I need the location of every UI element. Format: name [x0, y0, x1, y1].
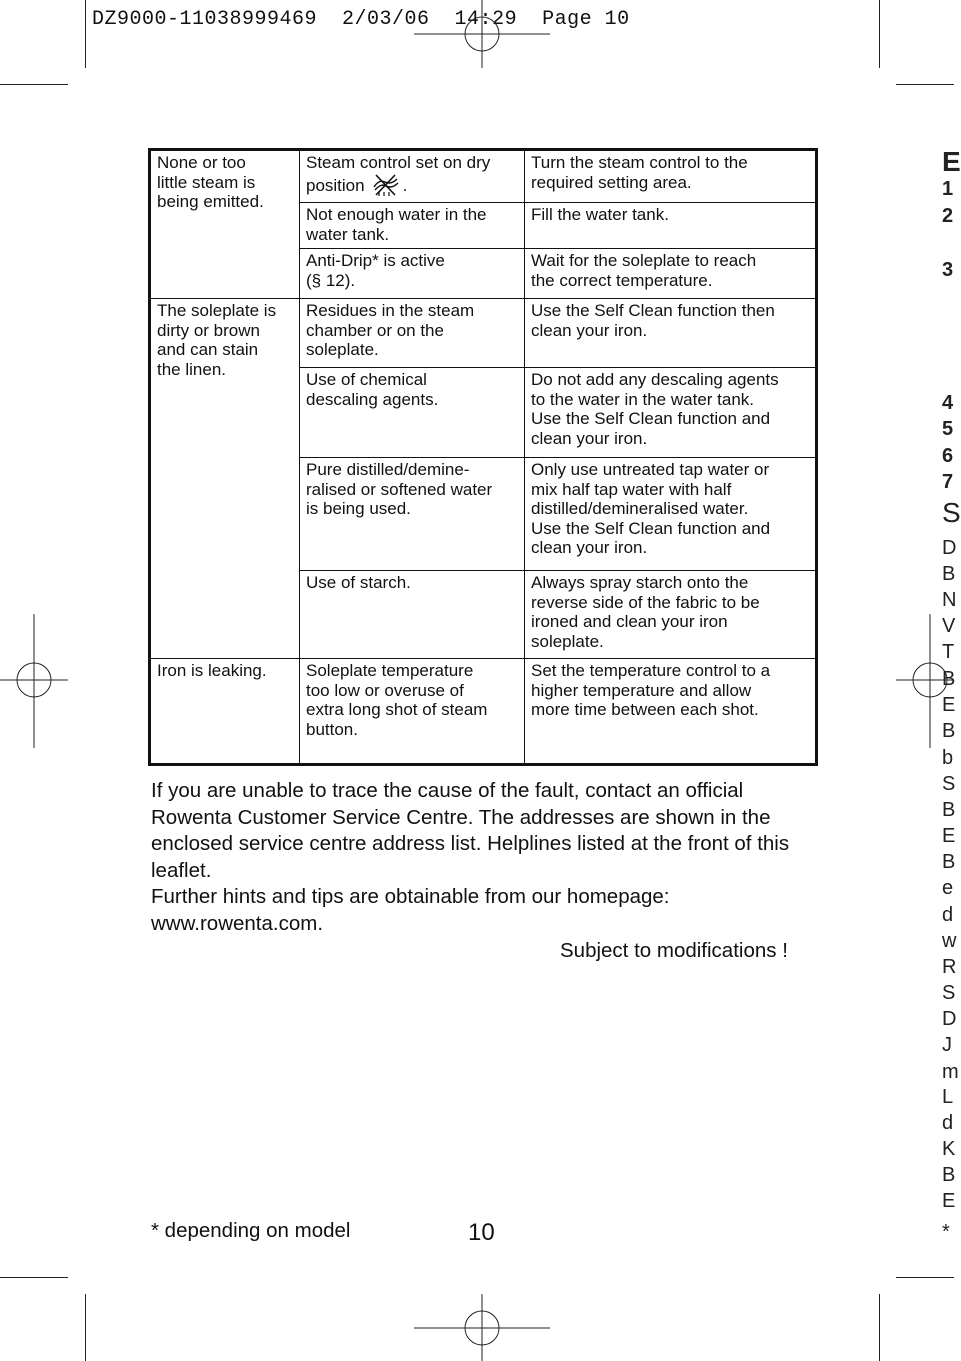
solution-cell: Use the Self Clean function then clean your iron.: [525, 299, 817, 368]
solution-cell: Turn the steam control to the required setting area.: [525, 150, 817, 203]
solution-cell: Fill the water tank.: [525, 203, 817, 249]
adjacent-page-fragment: K: [942, 1138, 956, 1160]
solution-cell: Set the temperature control to a higher temperature and allow more time between each shot.: [525, 659, 817, 765]
crop-mark: [879, 0, 880, 68]
cause-suffix: .: [402, 175, 408, 195]
solution-cell: Do not add any descaling agents to the water in the water tank. Use the Self Clean function and clean your iron.: [525, 368, 817, 458]
table-row: [150, 659, 817, 765]
adjacent-page-fragment: e: [942, 877, 954, 899]
adjacent-page-fragment: E: [942, 694, 956, 716]
adjacent-page-fragment: L: [942, 1086, 954, 1108]
adjacent-page-fragment: 5: [942, 418, 954, 440]
adjacent-page-fragment: T: [942, 641, 955, 663]
adjacent-page-fragment: 3: [942, 259, 954, 281]
cause-text: Steam control set on dry position: [306, 153, 491, 195]
cause-cell: Not enough water in the water tank.: [300, 203, 525, 249]
adjacent-page-fragment: B: [942, 799, 956, 821]
adjacent-page-fragment: m: [942, 1061, 959, 1083]
table-row: [150, 150, 817, 203]
crop-mark: [896, 1277, 954, 1278]
adjacent-page-fragment: 6: [942, 445, 954, 467]
adjacent-page-fragment: d: [942, 1112, 954, 1134]
print-slug: DZ9000-11038999469 2/03/06 14:29 Page 10: [92, 8, 630, 31]
modifications-note: Subject to modifications !: [560, 939, 788, 962]
cause-cell: Anti-Drip* is active (§ 12).: [300, 249, 525, 299]
adjacent-page-fragment: S: [942, 982, 956, 1004]
adjacent-page-fragment: 2: [942, 205, 954, 227]
adjacent-page-fragment: 1: [942, 178, 954, 200]
adjacent-page-fragment: B: [942, 563, 956, 585]
problem-cell: Iron is leaking.: [150, 659, 300, 765]
adjacent-page-fragment: S: [942, 773, 956, 795]
cause-cell: Residues in the steam chamber or on the soleplate.: [300, 299, 525, 368]
solution-cell: Always spray starch onto the reverse side of the fabric to be ironed and clean your iron soleplate.: [525, 571, 817, 659]
adjacent-page-fragment: 7: [942, 471, 954, 493]
hints-line: Further hints and tips are obtainable from our homepage:: [151, 885, 670, 908]
registration-mark-icon: [0, 614, 68, 748]
crop-mark: [0, 84, 68, 85]
table-row: [150, 299, 817, 368]
crop-mark: [0, 1277, 68, 1278]
troubleshooting-table: [148, 148, 818, 766]
adjacent-page-fragment: b: [942, 747, 954, 769]
cause-cell: Soleplate temperature too low or overuse of extra long shot of steam button.: [300, 659, 525, 765]
crop-mark: [85, 0, 86, 68]
cause-cell: Use of starch.: [300, 571, 525, 659]
adjacent-page-fragment: V: [942, 615, 956, 637]
adjacent-page-fragment: B: [942, 1164, 956, 1186]
adjacent-page-fragment: N: [942, 589, 957, 611]
adjacent-page-fragment: E: [942, 146, 961, 177]
adjacent-page-fragment: E: [942, 1190, 956, 1212]
registration-mark-icon: [414, 0, 550, 70]
website-link[interactable]: www.rowenta.com.: [151, 912, 324, 935]
adjacent-page-fragment: 4: [942, 392, 954, 414]
adjacent-page-fragment: *: [942, 1221, 950, 1243]
adjacent-page-fragment: R: [942, 956, 957, 978]
crop-mark: [879, 1294, 880, 1361]
adjacent-page-fragment: D: [942, 1008, 957, 1030]
contact-paragraph: If you are unable to trace the cause of the fault, contact an official Rowenta Customer Service Centre. The addresses are shown in the enclosed service centre address list. Helplines listed at the front of this leaflet.: [151, 779, 790, 882]
problem-cell: None or too little steam is being emitted.: [150, 150, 300, 299]
adjacent-page-fragment: B: [942, 668, 956, 690]
registration-mark-icon: [414, 1294, 550, 1361]
problem-cell: The soleplate is dirty or brown and can stain the linen.: [150, 299, 300, 659]
adjacent-page-fragment: w: [942, 930, 957, 952]
cause-cell: [300, 150, 525, 203]
adjacent-page-fragment: B: [942, 720, 956, 742]
solution-cell: Wait for the soleplate to reach the correct temperature.: [525, 249, 817, 299]
footnote: * depending on model: [151, 1219, 351, 1242]
adjacent-page-fragment: d: [942, 904, 954, 926]
cause-cell: Use of chemical descaling agents.: [300, 368, 525, 458]
adjacent-page-fragment: B: [942, 851, 956, 873]
crop-mark: [896, 84, 954, 85]
adjacent-page-fragment: J: [942, 1034, 952, 1056]
adjacent-page-fragment: S: [942, 497, 961, 528]
solution-cell: Only use untreated tap water or mix half tap water with half distilled/demineralised water. Use the Self Clean function and clean your iron.: [525, 458, 817, 571]
crop-mark: [85, 1294, 86, 1361]
cause-cell: Pure distilled/demine- ralised or softened water is being used.: [300, 458, 525, 571]
no-steam-icon: [371, 173, 401, 197]
page-number: 10: [468, 1219, 495, 1246]
adjacent-page-fragment: D: [942, 537, 957, 559]
adjacent-page-fragment: E: [942, 825, 956, 847]
